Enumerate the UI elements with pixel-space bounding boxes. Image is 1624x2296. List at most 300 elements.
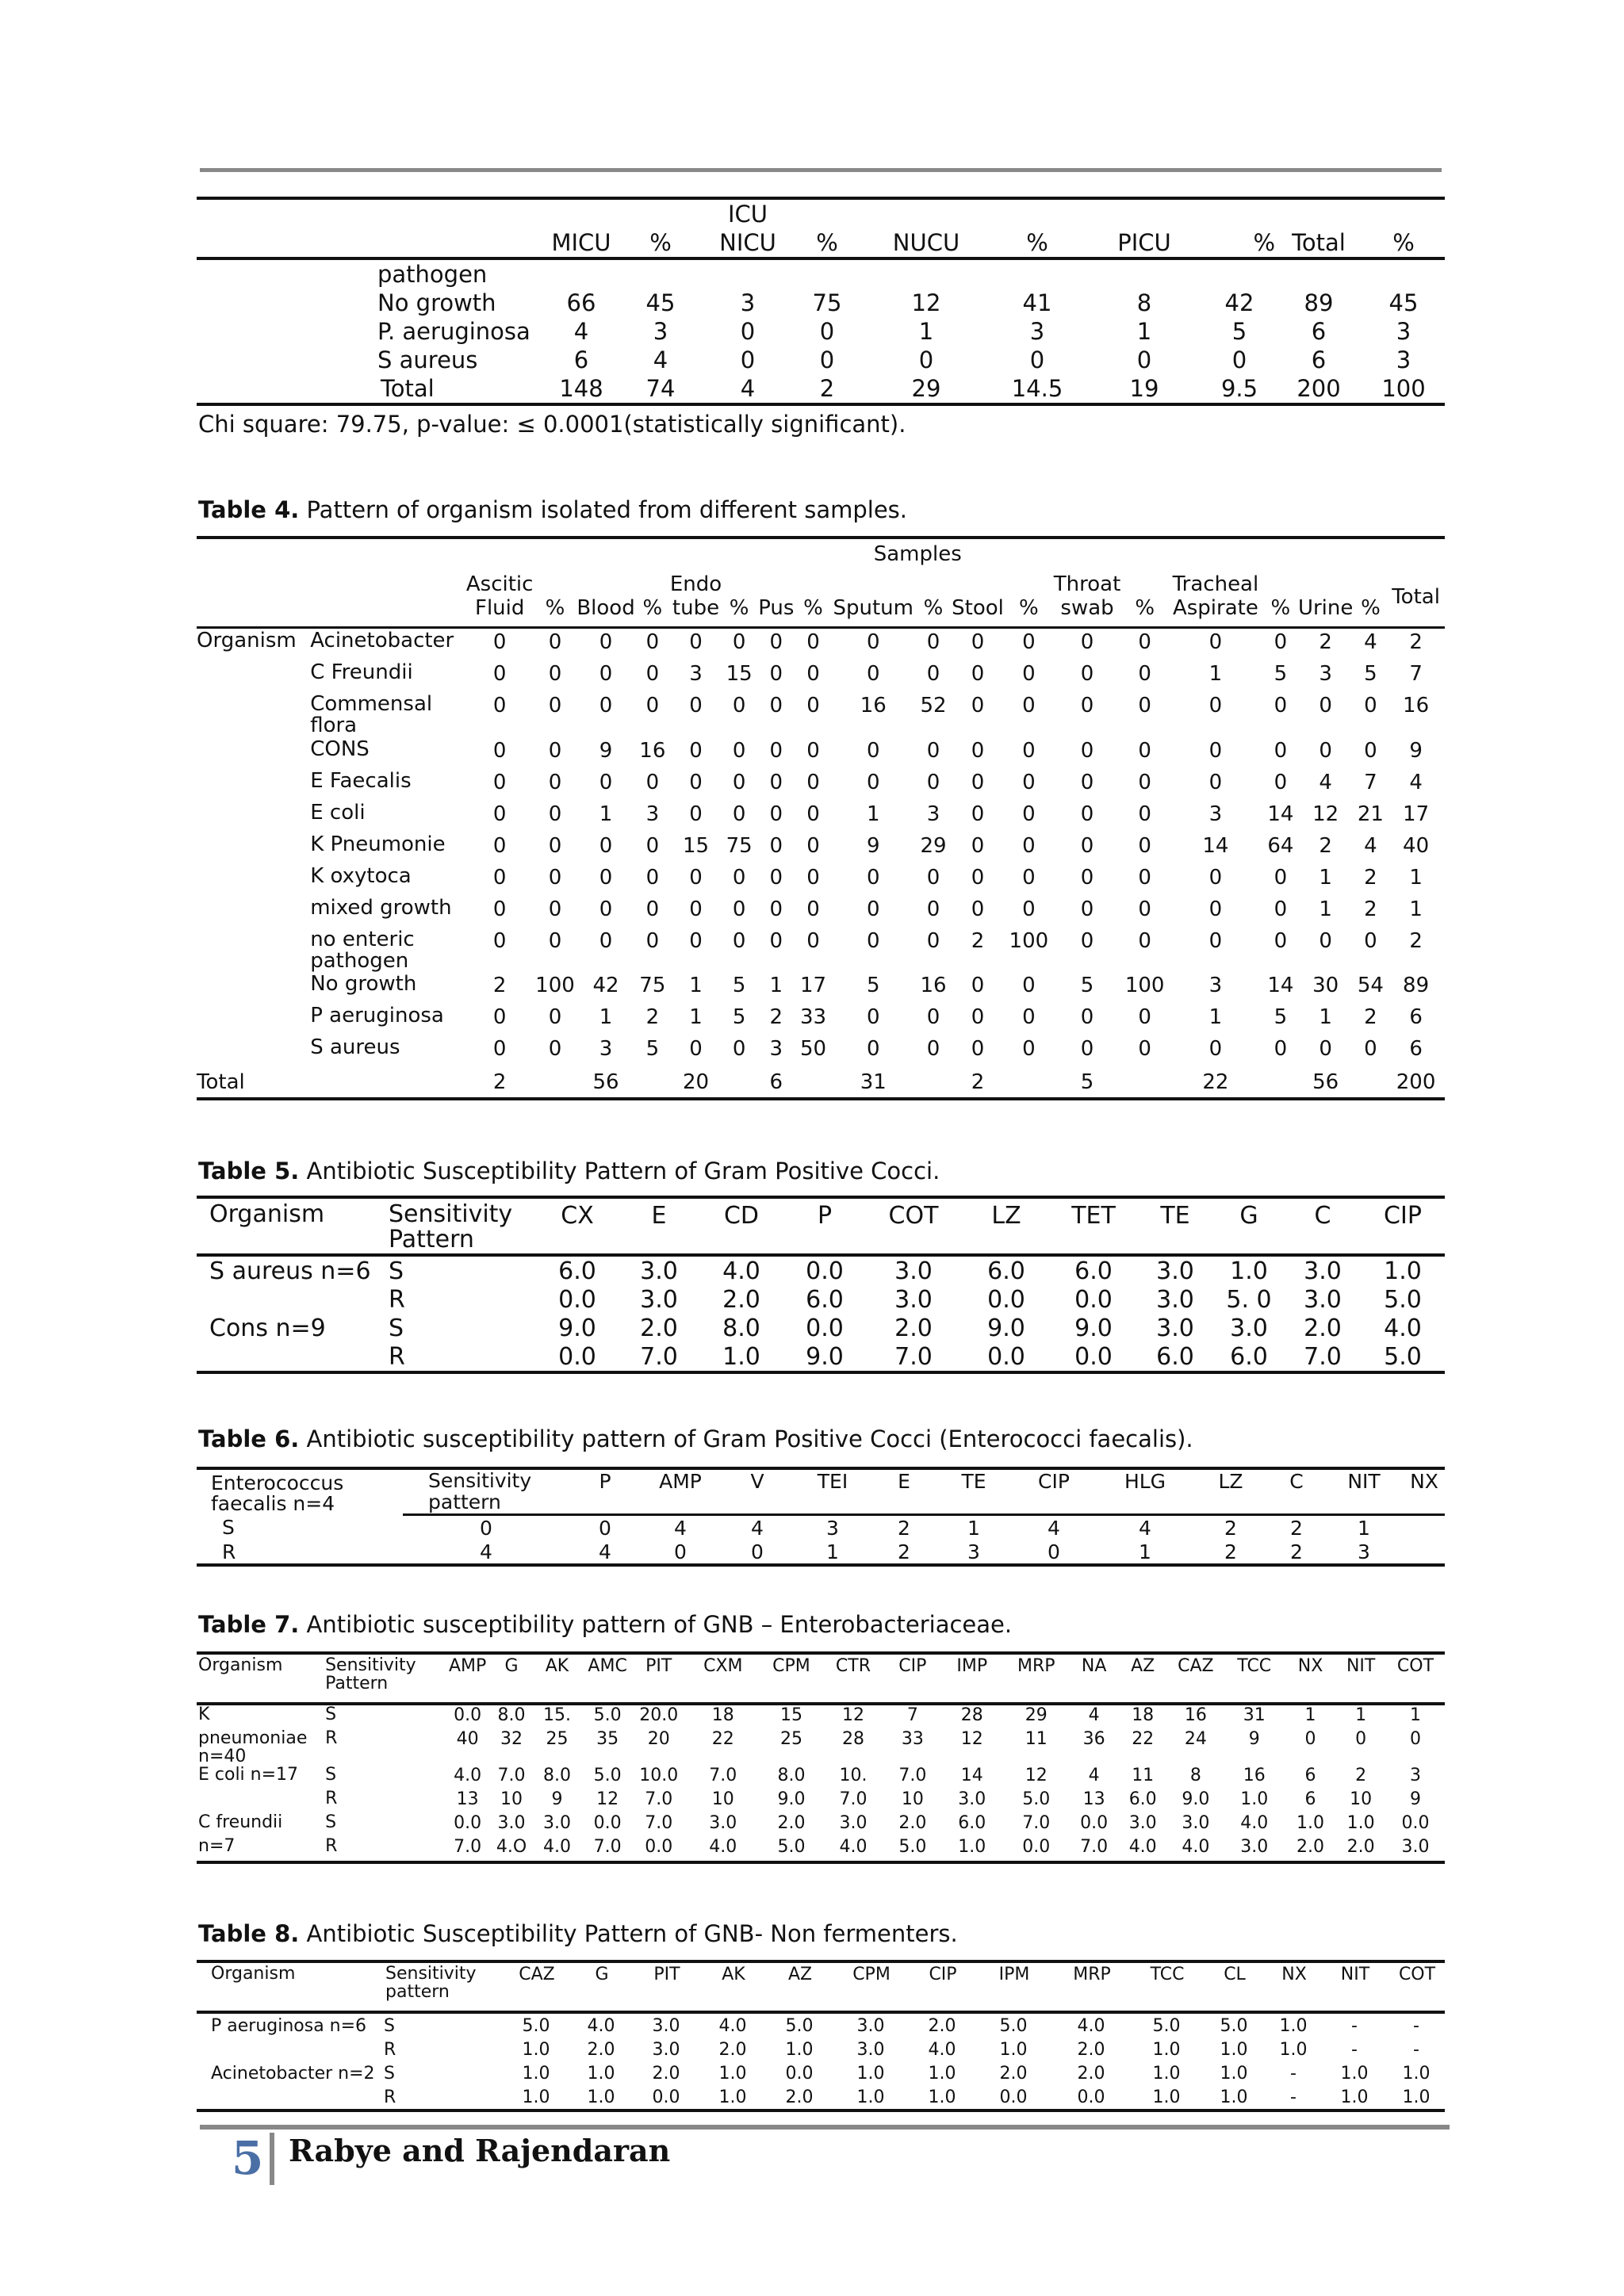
t7-cell: 10 bbox=[1350, 1789, 1373, 1810]
t4-header-cell bbox=[576, 569, 636, 596]
t7-cell: 0.0 bbox=[1401, 1813, 1430, 1834]
t4-total-cell bbox=[636, 1067, 669, 1099]
caption-text: Pattern of organism isolated from different samples. bbox=[299, 496, 907, 523]
t4-cell: 2 bbox=[1364, 1005, 1377, 1030]
t4-group-header: Samples bbox=[873, 542, 962, 566]
t7-header-cell: CTR bbox=[835, 1656, 871, 1676]
t6-cell: 2 bbox=[1224, 1540, 1237, 1563]
t3-cell: 6 bbox=[573, 346, 589, 373]
t4-cell: 54 bbox=[1357, 974, 1384, 998]
t5-cell: 0.0 bbox=[806, 1314, 844, 1342]
t7-cell: 29 bbox=[1025, 1705, 1048, 1725]
t4-cell: 0 bbox=[548, 630, 562, 654]
t4-total-cell: 20 bbox=[682, 1070, 710, 1095]
t7-header-cell: NIT bbox=[1346, 1656, 1376, 1676]
t7-cell: 9.0 bbox=[777, 1789, 806, 1810]
t4-cell: 0 bbox=[1274, 1037, 1288, 1062]
t4-cell: 0 bbox=[548, 897, 562, 921]
t3-cell: 3 bbox=[1029, 318, 1045, 345]
t7-header-cell: NA bbox=[1081, 1656, 1107, 1676]
t8-header-cell: CPM bbox=[852, 1965, 891, 1984]
t4-cell: 0 bbox=[599, 694, 613, 718]
t5-cell: 6.0 bbox=[1074, 1257, 1113, 1285]
t7-cell: 36 bbox=[1082, 1729, 1105, 1749]
t8-header-cell: MRP bbox=[1073, 1965, 1111, 1984]
t4-header-cell: % bbox=[545, 596, 565, 620]
t8-cell: - bbox=[1413, 2039, 1419, 2060]
t4-organism-label: No growth bbox=[310, 972, 417, 997]
t5-cell: 6.0 bbox=[1230, 1342, 1268, 1371]
t3-row-label: Total bbox=[381, 375, 435, 402]
t3-header-cell: MICU bbox=[551, 229, 611, 256]
t4-cell: 3 bbox=[599, 1037, 613, 1062]
t8-organism bbox=[197, 2085, 384, 2110]
t4-header-cell: % bbox=[923, 596, 944, 620]
t7-cell: 16 bbox=[1184, 1705, 1207, 1725]
t7-cell: 8.0 bbox=[497, 1705, 526, 1725]
t4-cell: 4 bbox=[1409, 770, 1423, 794]
t4-header-cell: Endo bbox=[669, 572, 722, 596]
t4-cell: 33 bbox=[799, 1005, 827, 1030]
t8-header-cell: CL bbox=[1224, 1965, 1246, 1984]
t6-header-cell: Sensitivity pattern bbox=[403, 1468, 569, 1515]
t4-cell: 0 bbox=[1080, 694, 1094, 718]
t3-cell: 0 bbox=[819, 346, 835, 373]
t3-cell: 3 bbox=[653, 318, 668, 345]
t8-cell: 3.0 bbox=[652, 2039, 680, 2060]
table-row bbox=[197, 346, 1445, 374]
t7-cell: 4.0 bbox=[454, 1766, 482, 1786]
t4-cell: 0 bbox=[971, 833, 985, 858]
t4-cell: 0 bbox=[866, 1005, 880, 1030]
caption-text: Antibiotic susceptibility pattern of Gram Positive Cocci (Enterococci faecalis). bbox=[299, 1425, 1193, 1452]
table-row bbox=[197, 1729, 1445, 1766]
t7-cell: 10 bbox=[711, 1789, 734, 1810]
t8-cell: 2.0 bbox=[652, 2063, 680, 2084]
t4-header-cell bbox=[1123, 569, 1167, 596]
t7-header-cell: TCC bbox=[1237, 1656, 1272, 1676]
t8-header-cell: Organism bbox=[211, 1964, 296, 1984]
t8-cell: 1.0 bbox=[587, 2087, 615, 2107]
t8-cell: 4.0 bbox=[928, 2039, 956, 2060]
t4-cell: 0 bbox=[866, 770, 880, 794]
t4-cell: 0 bbox=[645, 694, 660, 718]
t4-total-cell: 200 bbox=[1396, 1070, 1436, 1095]
t3-section-label: pathogen bbox=[377, 261, 488, 288]
t7-cell: 4.0 bbox=[839, 1837, 868, 1858]
t4-cell: 0 bbox=[769, 662, 783, 686]
t3-cell: 100 bbox=[1381, 375, 1426, 402]
t3-cell: 4 bbox=[653, 346, 668, 373]
t7-cell: 0 bbox=[1304, 1729, 1316, 1749]
t4-cell: 3 bbox=[1319, 662, 1332, 686]
caption-label: Table 5. bbox=[198, 1158, 300, 1184]
t4-organism-label: P aeruginosa bbox=[310, 1004, 444, 1028]
t4-cell: 0 bbox=[1208, 694, 1223, 718]
t4-cell: 0 bbox=[1080, 802, 1094, 826]
t7-cell: R bbox=[325, 1728, 338, 1748]
t7-cell: 20.0 bbox=[639, 1705, 679, 1725]
t7-cell: 33 bbox=[901, 1729, 924, 1749]
t4-cell: 1 bbox=[689, 974, 703, 998]
t3-cell: 74 bbox=[645, 375, 676, 402]
table-row bbox=[197, 2038, 1445, 2061]
t4-cell: 1 bbox=[1208, 1005, 1223, 1030]
t7-cell: 5.0 bbox=[898, 1837, 927, 1858]
t8-cell: 3.0 bbox=[856, 2015, 885, 2036]
table-7 bbox=[197, 1651, 1445, 1864]
t7-cell: 9 bbox=[1409, 1789, 1421, 1810]
t3-cell: 3 bbox=[740, 289, 756, 316]
t4-cell: 0 bbox=[971, 1005, 985, 1030]
t5-cell: 3.0 bbox=[640, 1257, 678, 1285]
t4-header-cell: % bbox=[729, 596, 749, 620]
t4-cell: 0 bbox=[971, 897, 985, 921]
t7-cell: 4.0 bbox=[709, 1837, 737, 1858]
t4-cell: 0 bbox=[1022, 865, 1036, 890]
t8-cell: 5.0 bbox=[1220, 2015, 1248, 2036]
t4-total-cell: 2 bbox=[492, 1070, 507, 1095]
t4-total-cell bbox=[797, 1067, 830, 1099]
t4-cell: 5 bbox=[1274, 662, 1288, 686]
t3-cell: 0 bbox=[918, 346, 934, 373]
t4-cell: 0 bbox=[769, 865, 783, 890]
t4-cell: 0 bbox=[866, 662, 880, 686]
t4-cell: 12 bbox=[1312, 802, 1339, 826]
t8-cell: 0.0 bbox=[785, 2063, 814, 2084]
t3-header-cell: NUCU bbox=[892, 229, 960, 256]
t7-cell: 4 bbox=[1088, 1766, 1100, 1786]
t7-cell: 5.0 bbox=[593, 1705, 622, 1725]
t6-header-cell: NX bbox=[1404, 1468, 1445, 1515]
t8-cell: 1.0 bbox=[1279, 2015, 1308, 2036]
t6-cell: 4 bbox=[751, 1516, 764, 1540]
t4-cell: 0 bbox=[732, 802, 746, 826]
t7-cell: S bbox=[325, 1765, 337, 1785]
t4-empty bbox=[197, 692, 310, 737]
table-row bbox=[197, 769, 1445, 801]
t4-cell: 0 bbox=[1274, 738, 1288, 763]
t4-cell: 0 bbox=[769, 694, 783, 718]
t4-cell: 0 bbox=[732, 738, 746, 763]
t4-cell: 1 bbox=[769, 974, 783, 998]
table-row bbox=[197, 1789, 1445, 1813]
t4-header-cell: tube bbox=[672, 596, 720, 620]
t5-cell: 4.0 bbox=[722, 1257, 760, 1285]
t8-cell: 1.0 bbox=[1402, 2063, 1431, 2084]
t6-cell: 1 bbox=[1358, 1516, 1370, 1540]
t8-cell: 1.0 bbox=[928, 2063, 956, 2084]
t4-header-cell: Total bbox=[1392, 585, 1440, 609]
t8-organism: Acinetobacter n=2 bbox=[211, 2063, 375, 2084]
t7-cell: 2.0 bbox=[1297, 1837, 1325, 1858]
t4-cell: 0 bbox=[1022, 802, 1036, 826]
t7-cell: S bbox=[325, 1705, 337, 1724]
t8-header-cell: G bbox=[595, 1965, 609, 1984]
t7-cell: 3.0 bbox=[543, 1813, 571, 1834]
t8-cell: 1.0 bbox=[856, 2063, 885, 2084]
t4-cell: 30 bbox=[1312, 974, 1339, 998]
t3-cell: 75 bbox=[812, 289, 842, 316]
t3-header-cell: % bbox=[1253, 229, 1275, 256]
t6-header-cell: E bbox=[871, 1468, 937, 1515]
t7-cell: R bbox=[325, 1789, 338, 1809]
t4-cell: 1 bbox=[1319, 897, 1332, 921]
t4-cell: 0 bbox=[1138, 630, 1151, 654]
t4-cell: 0 bbox=[645, 770, 660, 794]
t4-cell: 0 bbox=[971, 662, 985, 686]
t4-cell: 0 bbox=[769, 833, 783, 858]
table-row bbox=[197, 660, 1445, 692]
t8-cell: 2.0 bbox=[587, 2039, 615, 2060]
t3-cell: 2 bbox=[819, 375, 835, 402]
t4-cell: 0 bbox=[1208, 630, 1223, 654]
t5-cell: 9.0 bbox=[806, 1342, 844, 1371]
table-5 bbox=[197, 1196, 1445, 1374]
t5-cell: 0.0 bbox=[987, 1342, 1025, 1371]
t4-cell: 0 bbox=[1364, 1037, 1377, 1062]
t5-header-cell: CIP bbox=[1384, 1202, 1422, 1230]
t8-cell: 1.0 bbox=[1340, 2063, 1369, 2084]
t3-cell: 1 bbox=[1136, 318, 1152, 345]
t7-cell: 8.0 bbox=[777, 1766, 806, 1786]
t7-header-cell: G bbox=[504, 1656, 519, 1676]
t4-empty bbox=[197, 972, 310, 1004]
table-row bbox=[197, 1813, 1445, 1837]
t4-organism-label: S aureus bbox=[310, 1035, 400, 1060]
table-row bbox=[197, 374, 1445, 404]
t3-cell: 45 bbox=[1388, 289, 1419, 316]
t3-cell: 4 bbox=[573, 318, 589, 345]
t8-header-cell: IPM bbox=[998, 1965, 1030, 1984]
table-row bbox=[197, 2085, 1445, 2110]
t8-cell: 0.0 bbox=[1077, 2087, 1105, 2107]
t4-cell: 0 bbox=[769, 770, 783, 794]
t7-cell: 25 bbox=[546, 1729, 569, 1749]
t3-cell: 0 bbox=[1231, 346, 1247, 373]
t4-cell: 16 bbox=[920, 974, 947, 998]
t7-cell: 7.0 bbox=[497, 1766, 526, 1786]
t3-cell: 42 bbox=[1224, 289, 1254, 316]
t7-cell: 2.0 bbox=[777, 1813, 806, 1834]
t3-cell: 12 bbox=[911, 289, 941, 316]
caption-label: Table 8. bbox=[198, 1920, 300, 1947]
t4-cell: 0 bbox=[971, 630, 985, 654]
t4-cell: 4 bbox=[1319, 770, 1332, 794]
t4-cell: 0 bbox=[548, 662, 562, 686]
t5-cell: 2.0 bbox=[640, 1314, 678, 1342]
t7-header-cell: CXM bbox=[703, 1656, 743, 1676]
t6-organism: Enterococcus faecalis n=4 bbox=[211, 1471, 344, 1516]
t7-organism: C freundii bbox=[198, 1812, 283, 1833]
t5-cell: 9.0 bbox=[558, 1314, 596, 1342]
t4-total-label: Total bbox=[197, 1070, 245, 1095]
t4-cell: 0 bbox=[1022, 974, 1036, 998]
t7-cell: 22 bbox=[1132, 1729, 1155, 1749]
t4-cell: 0 bbox=[548, 802, 562, 826]
t5-cell: R bbox=[389, 1342, 405, 1371]
t5-cell: 4.0 bbox=[1384, 1314, 1422, 1342]
t4-cell: 0 bbox=[1274, 897, 1288, 921]
t7-cell: 6 bbox=[1304, 1766, 1316, 1786]
t6-cell: 2 bbox=[898, 1516, 910, 1540]
t6-header-cell: P bbox=[569, 1468, 641, 1515]
t8-cell: 1.0 bbox=[785, 2039, 814, 2060]
t4-cell: 5 bbox=[645, 1037, 660, 1062]
t4-cell: 0 bbox=[599, 630, 613, 654]
t4-cell: 0 bbox=[1138, 833, 1151, 858]
t6-cell: 2 bbox=[898, 1540, 910, 1563]
t8-cell: 1.0 bbox=[1220, 2063, 1248, 2084]
t4-cell: 0 bbox=[492, 865, 507, 890]
t4-cell: 0 bbox=[926, 738, 940, 763]
table-row bbox=[197, 1255, 1445, 1285]
t4-cell: 21 bbox=[1357, 802, 1384, 826]
t4-cell: 0 bbox=[1080, 928, 1094, 953]
t4-cell: 1 bbox=[1409, 897, 1423, 921]
t8-cell: 3.0 bbox=[652, 2015, 680, 2036]
table7-caption bbox=[198, 1611, 1012, 1638]
t4-total-cell: 56 bbox=[1312, 1070, 1339, 1095]
t7-cell: 6.0 bbox=[958, 1813, 986, 1834]
t7-cell: 1.0 bbox=[958, 1837, 986, 1858]
t7-header-cell: IMP bbox=[956, 1656, 988, 1676]
t4-cell: 0 bbox=[971, 738, 985, 763]
t4-cell: 0 bbox=[732, 897, 746, 921]
t8-cell: - bbox=[1290, 2063, 1297, 2084]
t7-cell: 3.0 bbox=[1401, 1837, 1430, 1858]
t4-header-cell bbox=[829, 569, 917, 596]
table-3 bbox=[197, 197, 1445, 406]
t4-cell: 0 bbox=[1274, 630, 1288, 654]
t4-cell: 1 bbox=[1409, 865, 1423, 890]
t4-header-cell bbox=[797, 569, 830, 596]
t4-cell: 0 bbox=[645, 865, 660, 890]
t4-cell: 0 bbox=[548, 1037, 562, 1062]
table-row bbox=[197, 1766, 1445, 1789]
t7-cell: 7.0 bbox=[454, 1837, 482, 1858]
t4-cell: 2 bbox=[1319, 630, 1332, 654]
t5-cell: 9.0 bbox=[1074, 1314, 1113, 1342]
t7-cell: 4 bbox=[1088, 1705, 1100, 1725]
t4-header-cell bbox=[636, 569, 669, 596]
t7-organism bbox=[197, 1789, 324, 1813]
t4-cell: 2 bbox=[1409, 928, 1423, 953]
t7-cell: 7.0 bbox=[839, 1789, 868, 1810]
footer-divider bbox=[270, 2133, 274, 2185]
t7-organism: K bbox=[198, 1705, 210, 1724]
t5-header-cell: Organism bbox=[209, 1200, 325, 1228]
t8-cell: 1.0 bbox=[1152, 2039, 1181, 2060]
t6-cell: 3 bbox=[967, 1540, 980, 1563]
t4-cell: 0 bbox=[492, 1037, 507, 1062]
t4-cell: 0 bbox=[645, 662, 660, 686]
t4-cell: 0 bbox=[1138, 928, 1151, 953]
t4-cell: 0 bbox=[1208, 897, 1223, 921]
t4-cell: 0 bbox=[971, 802, 985, 826]
t4-cell: 0 bbox=[971, 694, 985, 718]
t4-cell: 0 bbox=[866, 928, 880, 953]
table8-caption bbox=[198, 1920, 958, 1947]
t4-cell: 0 bbox=[806, 770, 820, 794]
t3-cell: 3 bbox=[1396, 318, 1411, 345]
t7-cell: 35 bbox=[596, 1729, 619, 1749]
t4-cell: 0 bbox=[806, 865, 820, 890]
t8-cell: 5.0 bbox=[785, 2015, 814, 2036]
t7-cell: 6.0 bbox=[1128, 1789, 1157, 1810]
t3-header-cell: % bbox=[816, 229, 838, 256]
t4-cell: 0 bbox=[1208, 1037, 1223, 1062]
t8-cell: S bbox=[384, 2015, 395, 2036]
t8-cell: 5.0 bbox=[522, 2015, 550, 2036]
t4-header-cell bbox=[534, 569, 576, 596]
t4-cell: 9 bbox=[866, 833, 880, 858]
t4-cell: 0 bbox=[926, 1037, 940, 1062]
t4-cell: 0 bbox=[866, 865, 880, 890]
t4-cell: 0 bbox=[1138, 1005, 1151, 1030]
t4-empty bbox=[197, 832, 310, 864]
table-8 bbox=[197, 1960, 1445, 2112]
t4-cell: 14 bbox=[1267, 802, 1294, 826]
t4-cell: 0 bbox=[1022, 694, 1036, 718]
t6-cell: 1 bbox=[826, 1540, 839, 1563]
t4-cell: 0 bbox=[732, 630, 746, 654]
t4-cell: 0 bbox=[689, 1037, 703, 1062]
caption-label: Table 7. bbox=[198, 1611, 300, 1638]
t4-empty bbox=[197, 737, 310, 769]
t5-header-cell: LZ bbox=[991, 1202, 1021, 1230]
t4-cell: 2 bbox=[1364, 897, 1377, 921]
t4-header-cell bbox=[197, 596, 310, 628]
t4-cell: 0 bbox=[1319, 738, 1332, 763]
t8-cell: 1.0 bbox=[522, 2039, 550, 2060]
t6-header-cell: CIP bbox=[1010, 1468, 1097, 1515]
t4-cell: 0 bbox=[1080, 770, 1094, 794]
t7-cell: R bbox=[325, 1836, 338, 1857]
t4-cell: 0 bbox=[769, 802, 783, 826]
t5-header-cell: P bbox=[817, 1202, 833, 1230]
t4-cell: 75 bbox=[639, 974, 666, 998]
t4-cell: 0 bbox=[806, 662, 820, 686]
t4-cell: 0 bbox=[492, 897, 507, 921]
t5-cell: 3.0 bbox=[894, 1285, 933, 1314]
t4-cell: 0 bbox=[1080, 738, 1094, 763]
caption-text: Antibiotic susceptibility pattern of GNB – Enterobacteriaceae. bbox=[299, 1611, 1013, 1638]
t4-cell: 7 bbox=[1364, 770, 1377, 794]
t7-cell: 11 bbox=[1132, 1766, 1155, 1786]
t7-header-cell: AMP bbox=[448, 1656, 487, 1676]
t8-cell: 1.0 bbox=[1340, 2087, 1369, 2107]
t4-cell: 0 bbox=[645, 630, 660, 654]
t3-cell: 3 bbox=[1396, 346, 1411, 373]
t4-header-cell: Pus bbox=[758, 596, 795, 620]
t4-cell: 0 bbox=[971, 974, 985, 998]
t7-cell: 0.0 bbox=[454, 1813, 482, 1834]
t5-cell: 2.0 bbox=[1304, 1314, 1342, 1342]
t7-cell: 3.0 bbox=[709, 1813, 737, 1834]
t4-cell: 0 bbox=[599, 833, 613, 858]
t5-cell: 6.0 bbox=[806, 1285, 844, 1314]
t4-cell: 2 bbox=[1364, 865, 1377, 890]
t7-header-cell: Sensitivity Pattern bbox=[325, 1655, 416, 1694]
t4-cell: 0 bbox=[1138, 694, 1151, 718]
t8-cell: 2.0 bbox=[718, 2039, 747, 2060]
t4-total-cell: 2 bbox=[971, 1070, 985, 1095]
t8-cell: R bbox=[384, 2039, 396, 2060]
caption-text: Antibiotic Susceptibility Pattern of GNB- Non fermenters. bbox=[299, 1920, 958, 1947]
t3-cell: 0 bbox=[1136, 346, 1152, 373]
t4-cell: 0 bbox=[548, 770, 562, 794]
